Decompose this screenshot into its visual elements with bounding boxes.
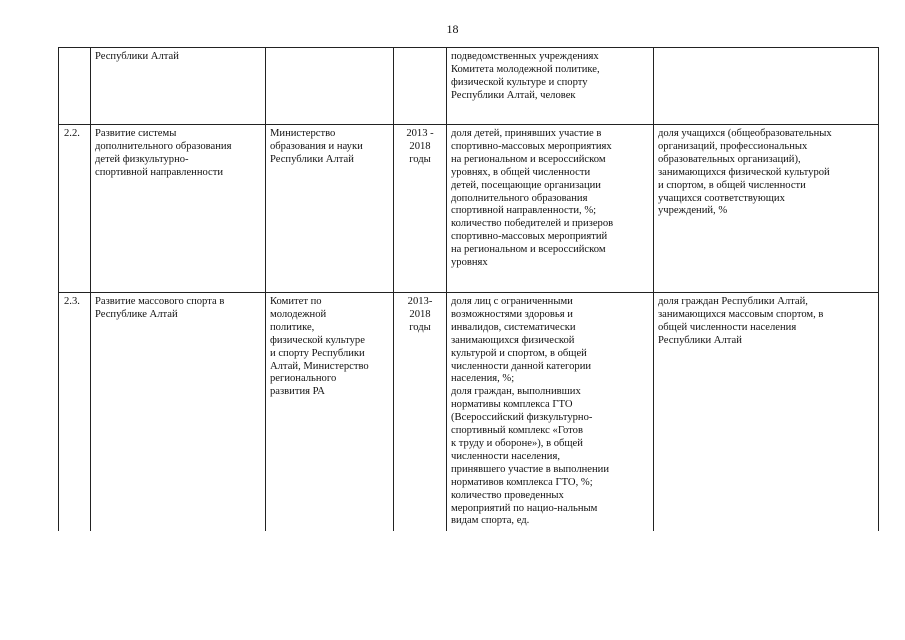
cell-text-line: нормативы комплекса ГТО [451,399,573,411]
cell-results [654,48,879,125]
table-row [59,293,879,532]
cell-text-line: детей физкультурно- [95,153,189,165]
cell-period [394,125,447,293]
cell-text-line: развития РА [270,386,325,398]
cell-text-line: регионального [270,373,337,385]
cell-period [394,293,447,532]
cell-text-line: Развитие массового спорта в [95,296,225,307]
cell-text-line: 2013 - [406,128,434,139]
cell-text-line: 2018 [409,308,431,320]
cell-text-line: спортивный комплекс «Готов [451,425,583,437]
cell-text-line: спортивно-массовых мероприятиях [451,140,612,152]
cell-text-line: учащихся соответствующих [658,192,785,204]
cell-text-line: Республики Алтай [95,51,179,62]
cell-text-line: Республике Алтай [95,308,178,320]
cell-text-line: 2013- [407,296,433,307]
cell-text-line: образования и науки [270,140,363,152]
cell-text-line: Развитие системы [95,128,177,139]
cell-text-line: и спортом, в общей численности [658,179,806,191]
cell-text-line: образовательных организаций), [658,153,801,165]
cell-activity-name [91,48,266,125]
cell-indicators [447,125,654,293]
cell-text-line: общей численности населения [658,321,797,333]
cell-text-line: населения, %; [451,373,515,385]
cell-text-line: доля граждан Республики Алтай, [658,296,808,307]
cell-activity-name [91,125,266,293]
cell-text-line: доля учащихся (общеобразовательных [658,128,832,139]
cell-results [654,125,879,293]
cell-period [394,48,447,125]
cell-text-line: годы [409,153,431,165]
cell-text-line: инвалидов, систематически [451,321,576,333]
cell-text-line: спортивной направленности, %; [451,205,597,217]
cell-text-line: спортивно-массовых мероприятий [451,231,608,243]
page-number: 18 [446,22,459,36]
cell-text-line: Республики Алтай, человек [451,89,576,101]
cell-text-line: Республики Алтай [658,334,742,346]
cell-text-line: Комитета молодежной политике, [451,63,600,75]
cell-text-line: мероприятий по нацио-нальным [451,502,598,514]
program-table [58,47,879,531]
cell-number: 2.2. [59,125,91,293]
cell-text-line: численности данной категории [451,360,592,372]
table-row [59,125,879,293]
cell-text-line: возможностями здоровья и [451,308,573,320]
cell-text-line: дополнительного образования [95,140,232,152]
cell-text-line: принявшего участие в выполнении [451,463,610,475]
cell-results [654,293,879,532]
cell-executor [266,125,394,293]
cell-text-line: учреждений, % [658,205,728,217]
cell-text-line: Алтай, Министерство [270,360,369,372]
cell-executor [266,293,394,532]
cell-text-line: занимающихся физической культурой [658,166,830,178]
cell-text-line: Министерство [270,128,336,139]
cell-text-line: и спорту Республики [270,347,365,359]
cell-text-line: организаций, профессиональных [658,140,808,152]
cell-text-line: детей, посещающие организации [451,179,601,191]
cell-number: 2.3. [59,293,91,532]
cell-text-line: видам спорта, ед. [451,515,530,527]
cell-text-line: подведомственных учреждениях [451,51,599,62]
table-row [59,48,879,125]
cell-text-line: политике, [270,321,315,333]
cell-number [59,48,91,125]
cell-text-line: занимающихся физической [451,334,575,346]
cell-text-line: молодежной [270,308,327,320]
cell-text-line: численности населения, [451,450,560,462]
cell-text-line: 2018 [409,140,431,152]
cell-text-line: количество проведенных [451,489,564,501]
cell-text-line: уровнях, в общей численности [451,166,591,178]
cell-text-line: доля детей, принявших участие в [451,128,602,139]
cell-text-line: к труду и обороне»), в общей [451,437,583,449]
cell-activity-name [91,293,266,532]
cell-indicators [447,293,654,532]
cell-text-line: на региональном и всероссийском [451,153,606,165]
cell-text-line: годы [409,321,431,333]
cell-text-line: Республики Алтай [270,153,354,165]
cell-text-line: доля граждан, выполнивших [451,386,581,398]
cell-text-line: нормативов комплекса ГТО, %; [451,476,593,488]
cell-indicators [447,48,654,125]
cell-text-line: физической культуре [270,334,365,346]
cell-text-line: спортивной направленности [95,166,224,178]
cell-text-line: занимающихся массовым спортом, в [658,308,824,320]
cell-executor [266,48,394,125]
cell-text-line: уровнях [451,257,488,269]
cell-text-line: Комитет по [270,296,322,307]
cell-text-line: доля лиц с ограниченными [451,296,573,307]
cell-text-line: физической культуре и спорту [451,76,588,88]
cell-text-line: на региональном и всероссийском [451,244,606,256]
cell-text-line: культурой и спортом, в общей [451,347,587,359]
cell-text-line: количество победителей и призеров [451,218,614,230]
cell-text-line: дополнительного образования [451,192,588,204]
cell-text-line: (Всероссийский физкультурно- [451,412,593,424]
